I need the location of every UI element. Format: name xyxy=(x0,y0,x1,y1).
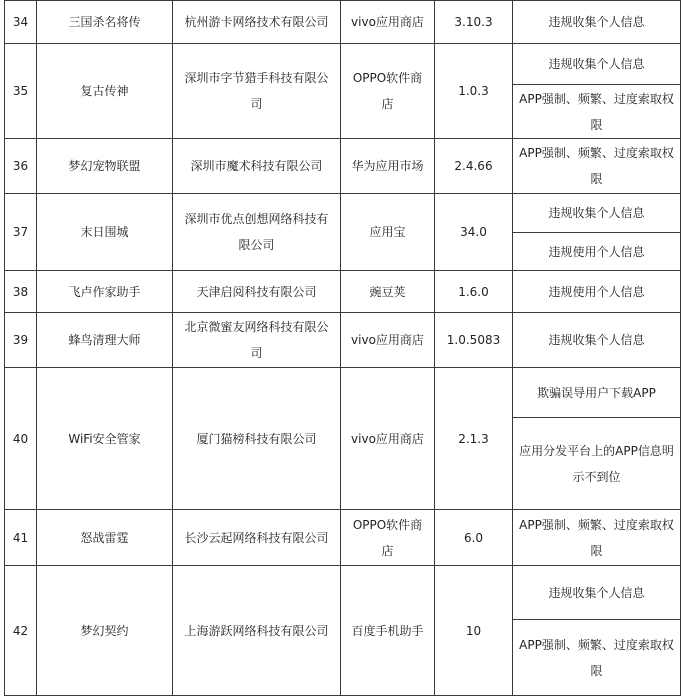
table-row xyxy=(5,194,681,233)
app-name: 三国杀名将传 xyxy=(37,1,173,44)
violation-issue: 违规使用个人信息 xyxy=(513,233,681,271)
app-store: 应用宝 xyxy=(341,194,435,271)
app-store: OPPO软件商店 xyxy=(341,510,435,566)
row-number: 42 xyxy=(5,566,37,696)
developer-company: 上海游跃网络科技有限公司 xyxy=(173,566,341,696)
table-row xyxy=(5,510,681,566)
app-version: 1.6.0 xyxy=(435,271,513,313)
app-store: 华为应用市场 xyxy=(341,139,435,194)
app-store: vivo应用商店 xyxy=(341,313,435,368)
app-name: 蜂鸟清理大师 xyxy=(37,313,173,368)
row-number: 36 xyxy=(5,139,37,194)
app-name: 梦幻宠物联盟 xyxy=(37,139,173,194)
app-name: WiFi安全管家 xyxy=(37,368,173,510)
app-name: 复古传神 xyxy=(37,44,173,139)
app-version: 3.10.3 xyxy=(435,1,513,44)
app-version: 1.0.3 xyxy=(435,44,513,139)
table-row xyxy=(5,368,681,418)
table-row xyxy=(5,566,681,620)
developer-company: 厦门猫榜科技有限公司 xyxy=(173,368,341,510)
violation-issue: 欺骗误导用户下载APP xyxy=(513,368,681,418)
violation-issue: 违规收集个人信息 xyxy=(513,44,681,85)
app-name: 怒战雷霆 xyxy=(37,510,173,566)
table-row xyxy=(5,1,681,44)
table-row xyxy=(5,44,681,85)
developer-company: 天津启阅科技有限公司 xyxy=(173,271,341,313)
row-number: 38 xyxy=(5,271,37,313)
violation-issue: 违规使用个人信息 xyxy=(513,271,681,313)
app-version: 34.0 xyxy=(435,194,513,271)
violation-issue: APP强制、频繁、过度索取权限 xyxy=(513,85,681,139)
app-store: 豌豆荚 xyxy=(341,271,435,313)
app-version: 2.4.66 xyxy=(435,139,513,194)
app-store: OPPO软件商店 xyxy=(341,44,435,139)
app-name: 末日围城 xyxy=(37,194,173,271)
row-number: 35 xyxy=(5,44,37,139)
app-store: vivo应用商店 xyxy=(341,1,435,44)
app-version: 10 xyxy=(435,566,513,696)
app-name: 飞卢作家助手 xyxy=(37,271,173,313)
row-number: 39 xyxy=(5,313,37,368)
app-store: 百度手机助手 xyxy=(341,566,435,696)
developer-company: 深圳市优点创想网络科技有限公司 xyxy=(173,194,341,271)
row-number: 41 xyxy=(5,510,37,566)
row-number: 34 xyxy=(5,1,37,44)
developer-company: 长沙云起网络科技有限公司 xyxy=(173,510,341,566)
app-name: 梦幻契约 xyxy=(37,566,173,696)
developer-company: 杭州游卡网络技术有限公司 xyxy=(173,1,341,44)
violation-issue: 违规收集个人信息 xyxy=(513,194,681,233)
violation-issue: 违规收集个人信息 xyxy=(513,313,681,368)
app-store: vivo应用商店 xyxy=(341,368,435,510)
row-number: 40 xyxy=(5,368,37,510)
row-number: 37 xyxy=(5,194,37,271)
developer-company: 深圳市魔术科技有限公司 xyxy=(173,139,341,194)
app-version: 1.0.5083 xyxy=(435,313,513,368)
table-row xyxy=(5,313,681,368)
violation-issue: APP强制、频繁、过度索取权限 xyxy=(513,620,681,696)
violation-issue: 违规收集个人信息 xyxy=(513,566,681,620)
developer-company: 北京微蜜友网络科技有限公司 xyxy=(173,313,341,368)
violation-issue: APP强制、频繁、过度索取权限 xyxy=(513,510,681,566)
violation-issue: 应用分发平台上的APP信息明示不到位 xyxy=(513,418,681,510)
app-violation-table xyxy=(4,0,681,696)
table-row xyxy=(5,139,681,194)
developer-company: 深圳市字节猎手科技有限公司 xyxy=(173,44,341,139)
table-row xyxy=(5,271,681,313)
violation-issue: APP强制、频繁、过度索取权限 xyxy=(513,139,681,194)
app-version: 2.1.3 xyxy=(435,368,513,510)
app-version: 6.0 xyxy=(435,510,513,566)
violation-issue: 违规收集个人信息 xyxy=(513,1,681,44)
